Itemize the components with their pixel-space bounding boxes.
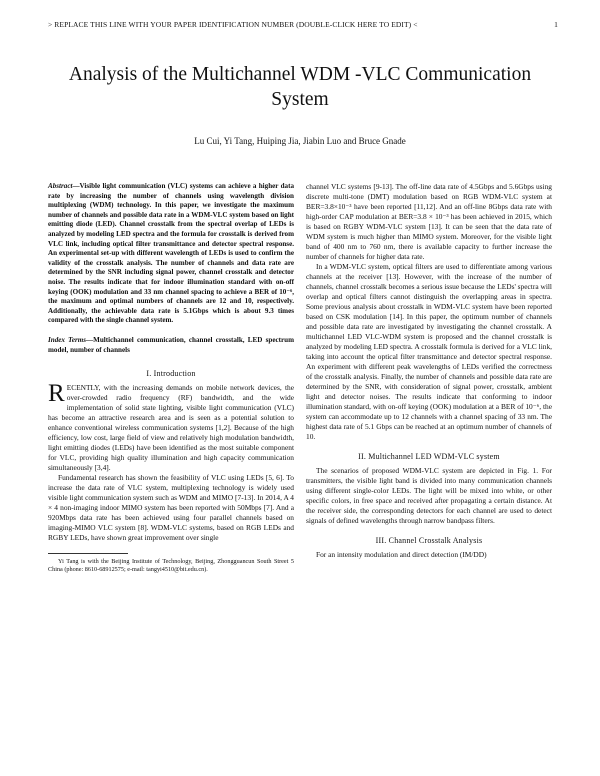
author-list: Lu Cui, Yi Tang, Huiping Jia, Jiabin Luo and Bruce Gnade <box>194 136 406 146</box>
header-instruction[interactable]: > REPLACE THIS LINE WITH YOUR PAPER IDENTIFICATION NUMBER (DOUBLE-CLICK HERE TO EDIT) < <box>48 20 418 29</box>
page-number: 1 <box>554 20 558 29</box>
left-column <box>48 182 294 574</box>
right-paragraph-1: channel VLC systems [9-13]. The off-line data rate of 4.5Gbps and 5.6Gbps using discrete multi-tone (DMT) modulation based on RGB WDM-VLC system at BER=3.8×10⁻³ have been reported [11,12]. And an off-line 8Gbps data rate with high-order CAP modulation at BER=3.8 × 10⁻³ has been achieved in 2015, which is based on RGBY WDM-VLC system [13]. It can be seen that the data rate of WDM system is much higher than MIMO system. Moreover, for the visible light band of 400 nm to 760 nm, there is available capacity to further increase the number of channels for higher data rate. <box>306 182 552 261</box>
index-terms <box>48 336 294 355</box>
paper-title: Analysis of the Multichannel WDM -VLC Communication System <box>68 64 532 110</box>
drop-cap: R <box>48 380 65 408</box>
author-footnote: Yi Tang is with the Beijing Institute of Technology, Beijing, Zhongguancun South Street 5 China (phone: 8610-68912575; e-mail: tangyi4510@bit.edu.cn). <box>48 558 294 574</box>
section-heading-introduction: I. Introduction <box>146 369 196 379</box>
page-header <box>48 20 558 29</box>
footnote-divider <box>48 553 128 554</box>
intro-paragraph-1 <box>48 380 294 473</box>
right-paragraph-2: In a WDM-VLC system, optical filters are used to differentiate among various channels at the receiver [13]. However, with the increase of the number of channels, channel crosstalk becomes a serious issue because the LEDs' spectra will overlap and optical filters cannot distinguish the overlapping areas in spectra. Some previous analysis about crosstalk in WDM-VLC system have been reported based on CSK modulation [14]. In this paper, the optimum number of channels and possible data rate are investigated by investigating the channel crosstalk. A multichannel LED VLC-WDM system is proposed and the channel crosstalk is analyzed by modeling LED spectra. A crosstalk formula is derived for a VLC link, taking into account the optical filter transmittance and detector spectral response. An experiment with different peak wavelengths of LEDs verified the correctness of the crosstalk analysis. Finally, the number of channels and possible data rate are determined by the SNR, with consideration of signal power, crosstalk, ambient light and detector noises. The results indicate that conforming to indoor illumination standard, with on-off keying (OOK) modulation at a BER of 10⁻⁶, the system can accommodate up to 12 channels with a channel spacing of 33 nm. The highest data rate of 5.1 Gbps can be reached at an optimum number of channels of 10. <box>306 262 552 441</box>
crosstalk-paragraph-1: For an intensity modulation and direct detection (IM/DD) <box>316 550 487 559</box>
index-terms-text: —Multichannel communication, channel crosstalk, LED spectrum model, number of channels <box>48 335 294 354</box>
index-terms-label: Index Terms <box>48 335 87 344</box>
abstract-text: —Visible light communication (VLC) systems can achieve a higher data rate by increasing the number of channels using wavelength division multiplexing (WDM) technology. In this paper, we investigate the maximum number of channels and possible data rate in a WDM-VLC system based on light emitting diode (LED). Channel crosstalk from the spectral overlap of LEDs is analyzed by modeling LED spectra and the formula for crosstalk is derived from VLC link, including optical filter transmittance and detector spectral response. An experimental set-up with different wavelength of LEDs is used to confirm the validity of the crosstalk analysis. The number of channels and data rate are determined by the SNR including signal power, channel crosstalk and detector noise. The results indicate that for indoor illumination standard with on-off keying (OOK) modulation and 33 nm channel spacing to achieve a BER of 10⁻⁶, the maximum and optimal numbers of channels are 12 and 10, respectively. Additionally, the achievable data rate is 5.1Gbps which is about 9.3 times compared with the single channel system. <box>48 182 294 325</box>
abstract-label: Abstract <box>48 182 73 190</box>
right-column <box>306 182 552 560</box>
intro-paragraph-2: Fundamental research has shown the feasibility of VLC using LEDs [5, 6]. To increase the data rate of VLC system, multiplexing technology is widely used visible light communication system such as WDM and MIMO [7-13]. In 2014, A 4 × 4 non-imaging indoor MIMO system has been reported with 50Mbps [7]. And a 920Mbps data rate has been achieved using four parallel channels based on imaging-MIMO VLC system [8]. WDM-VLC systems, based on RGB LEDs and RGBY LEDs, have shown great improvement over single <box>48 473 294 543</box>
system-paragraph-1: The scenarios of proposed WDM-VLC system are depicted in Fig. 1. For transmitters, the visible light band is divided into many communication channels using different single-color LEDs. The light will be mixed into white, or other specific colors, in free space and received after propagating a certain distance. At the receiver side, the corresponding detectors for each channel are used to detect signals of defined wavelengths through narrow bandpass filters. <box>306 466 552 525</box>
section-heading-crosstalk: III. Channel Crosstalk Analysis <box>375 536 483 545</box>
abstract <box>48 182 294 326</box>
section-heading-system: II. Multichannel LED WDM-VLC system <box>358 452 500 461</box>
intro-paragraph-1-text: ECENTLY, with the increasing demands on mobile network devices, the over-crowded radio frequency (RF) bandwidth, and the wide implementation of solid state lighting, visible light communication (VLC) has become an attractive research area and is seen as a potential solution to enhance conventional wireless communication systems [1,2]. Because of the high efficiency, low cost, large field of view and relatively high modulation bandwidth, light emitting diodes (LEDs) have been identified as the most suitable component for VLC, providing high quality illumination and high capacity communication simultaneously [3,4]. <box>48 383 294 473</box>
